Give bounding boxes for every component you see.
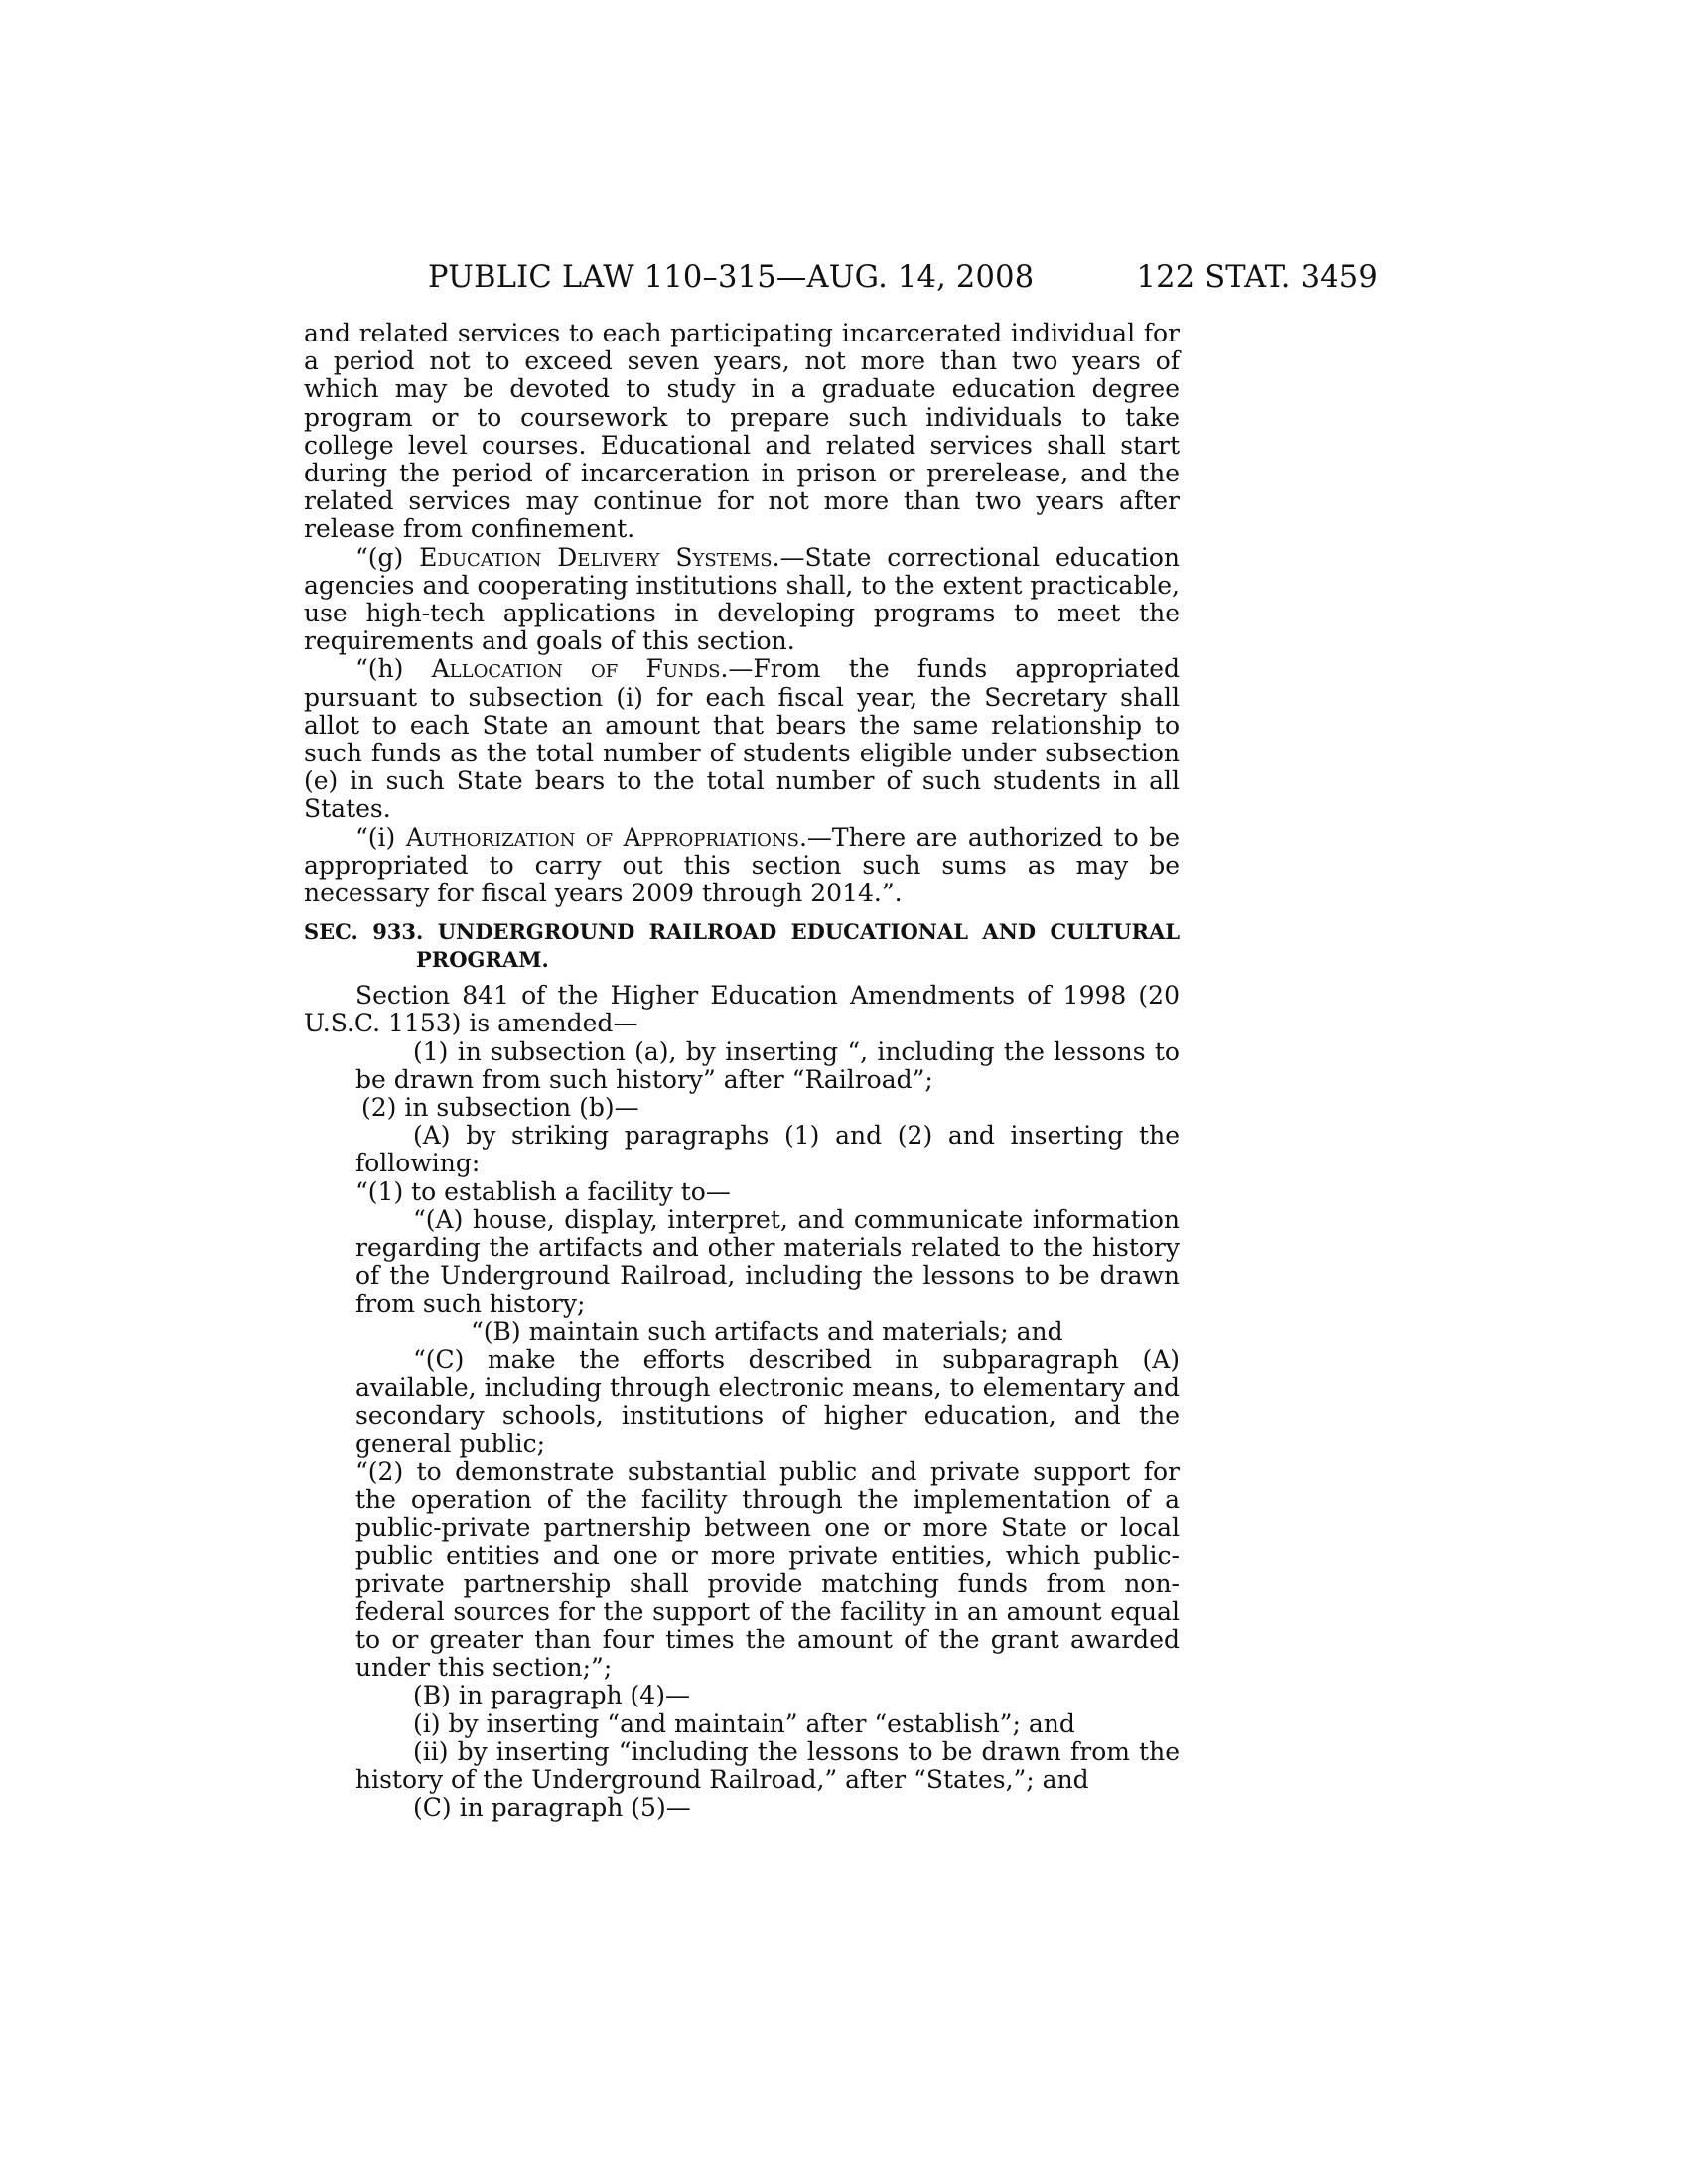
section-heading bbox=[304, 918, 1180, 974]
subsection-g-text: —State correctional education agencies and cooperating institutions shall, to the extent practicable, use high-tech applications in developing programs to meet the requirements and goals of this section. bbox=[304, 542, 1180, 656]
subsection-i-label: “(i) bbox=[355, 822, 396, 852]
item-B-i bbox=[413, 1710, 1180, 1738]
statute-page-number: 122 STAT. 3459 bbox=[1136, 260, 1378, 295]
page-header bbox=[304, 260, 1378, 300]
paragraph-continuation: and related services to each participating incarcerated individual for a period not to exceed seven years, not more than two years of which may be devoted to study in a graduate education degree program or to coursework to prepare such individuals to take college level courses. Educational and related services shall start during the period of incarceration in prison or prerelease, and the related services may continue for not more than two years after release from confinement. bbox=[304, 319, 1180, 544]
subsection-g-label: “(g) bbox=[355, 542, 404, 572]
quote-C bbox=[355, 1344, 1180, 1458]
quote-2 bbox=[355, 1458, 1180, 1683]
subsection-g-heading: Education Delivery Systems. bbox=[419, 542, 780, 572]
quote-B bbox=[304, 1318, 1180, 1346]
subsection-h bbox=[304, 655, 1180, 823]
quote-B-text: “(B) maintain such artifacts and materials; and bbox=[471, 1316, 1063, 1346]
item-B-i-text: (i) by inserting “and maintain” after “establish”; and bbox=[413, 1708, 1075, 1738]
subsection-h-label: “(h) bbox=[355, 654, 404, 684]
item-C: (C) in paragraph (5)— bbox=[413, 1793, 691, 1823]
quote-A bbox=[355, 1204, 1180, 1318]
quote-2-text: “(2) to demonstrate substantial public and private support for the operation of the facility through the implementation of a public-private partnership between one or more State or local public entities and one or more private entities, which public-private partnership shall provide matching funds from non-federal sources for the support of the facility in an amount equal to or greater than four times the amount of the grant awarded under this section;”; bbox=[355, 1456, 1180, 1683]
item-2A bbox=[355, 1121, 1180, 1178]
subsection-h-heading: Allocation of Funds. bbox=[431, 654, 729, 684]
subsection-g bbox=[304, 544, 1180, 656]
document-body bbox=[304, 320, 1180, 1822]
item-1-text: (1) in subsection (a), by inserting “, including the lessons to be drawn from such history” after “Railroad”; bbox=[355, 1036, 1180, 1094]
item-1 bbox=[355, 1038, 1180, 1094]
subsection-i-heading: Authorization of Appropriations. bbox=[405, 822, 807, 852]
item-B: (B) in paragraph (4)— bbox=[413, 1681, 690, 1710]
quote-1: “(1) to establish a facility to— bbox=[355, 1176, 731, 1206]
public-law-title: PUBLIC LAW 110–315—AUG. 14, 2008 bbox=[428, 260, 1035, 295]
item-2A-text: (A) by striking paragraphs (1) and (2) and inserting the following: bbox=[355, 1121, 1180, 1178]
subsection-h-text: —From the funds appropriated pursuant to subsection (i) for each fiscal year, the Secretary shall allot to each State an amount that bears the same relationship to such funds as the total number of students eligible under subsection (e) in such State bears to the total number of such students in all States. bbox=[304, 654, 1180, 824]
section-title: UNDERGROUND RAILROAD EDUCATIONAL AND CULTURAL PROGRAM. bbox=[416, 919, 1180, 973]
section-number: SEC. 933. bbox=[304, 919, 424, 945]
item-B-ii-text: (ii) by inserting “including the lessons to be drawn from the history of the Underground Railroad,” after “States,”; and bbox=[355, 1736, 1180, 1794]
quote-C-text: “(C) make the efforts described in subparagraph (A) available, including through electronic means, to elementary and secondary schools, institutions of higher education, and the general public; bbox=[355, 1344, 1180, 1458]
item-B-ii bbox=[355, 1736, 1180, 1794]
section-intro: Section 841 of the Higher Education Amendments of 1998 (20 U.S.C. 1153) is amended— bbox=[304, 981, 1180, 1038]
subsection-i-text: —There are authorized to be appropriated to carry out this section such sums as may be necessary for fiscal years 2009 through 2014.”. bbox=[304, 822, 1180, 908]
quote-A-text: “(A) house, display, interpret, and communicate information regarding the artifacts and other materials related to the history of the Underground Railroad, including the lessons to be drawn from such history; bbox=[355, 1204, 1180, 1318]
item-2: (2) in subsection (b)— bbox=[361, 1093, 639, 1123]
subsection-i bbox=[304, 824, 1180, 908]
